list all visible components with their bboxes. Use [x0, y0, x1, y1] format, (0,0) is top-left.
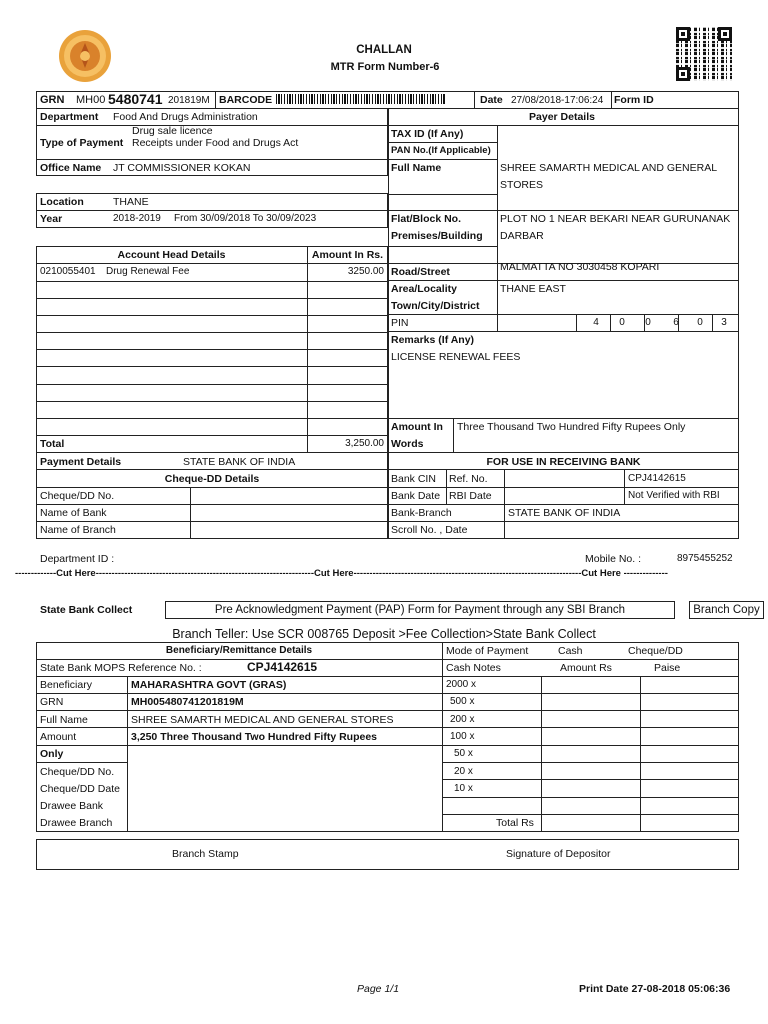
drawee-branch-label: Drawee Branch: [40, 817, 113, 829]
remarks-label: Remarks (If Any): [391, 334, 475, 346]
year-label: Year: [40, 213, 63, 225]
office-name-label: Office Name: [40, 162, 102, 174]
barcode: [276, 94, 446, 104]
amount-words: Three Thousand Two Hundred Fifty Rupees Only: [457, 421, 686, 433]
branch-teller-instructions: Branch Teller: Use SCR 008765 Deposit >Fee Collection>State Bank Collect: [172, 627, 596, 641]
pap-grn-value: MH005480741201819M: [131, 696, 244, 708]
remarks-value: LICENSE RENEWAL FEES: [391, 351, 521, 363]
beneficiary-value: MAHARASHTRA GOVT (GRAS): [131, 679, 287, 691]
date-value: 27/08/2018-17:06:24: [511, 95, 604, 106]
total-rs-label: Total Rs: [496, 817, 534, 829]
mops-label: State Bank MOPS Reference No. :: [40, 662, 202, 674]
full-name-line1: SHREE SAMARTH MEDICAL AND GENERAL: [500, 162, 718, 174]
full-name-label: Full Name: [391, 162, 442, 174]
denomination: 100 x: [450, 731, 475, 742]
beneficiary-header: Beneficiary/Remittance Details: [165, 645, 313, 656]
branch-name-label: Name of Branch: [40, 524, 116, 536]
branch-stamp-label: Branch Stamp: [172, 848, 239, 860]
only-label: Only: [40, 748, 64, 760]
cash-label: Cash: [558, 645, 583, 657]
account-code: 0210055401: [40, 266, 96, 277]
mobile-label: Mobile No. :: [585, 553, 642, 565]
grn-suffix: 201819M: [168, 95, 210, 106]
signature-label: Signature of Depositor: [506, 848, 611, 860]
pap-full-name-value: SHREE SAMARTH MEDICAL AND GENERAL STORES: [131, 714, 394, 726]
account-desc: Drug Renewal Fee: [106, 266, 190, 277]
pin-digit: 0: [619, 317, 625, 328]
payer-details-header: Payer Details: [529, 111, 595, 123]
stamp-signature-box: [36, 839, 739, 870]
year-value: 2018-2019: [113, 213, 161, 224]
cheque-dd-header: Cheque-DD Details: [164, 473, 260, 485]
paise-label: Paise: [654, 662, 681, 674]
pap-full-name-label: Full Name: [40, 714, 88, 726]
cut-here-line: -------------Cut Here---------------------------------------------------------------------Cut Here------------------------------------------------------------------------Cut Here --------------: [15, 568, 668, 579]
account-head-header: Account Head Details: [117, 249, 226, 261]
year-range: From 30/09/2018 To 30/09/2023: [174, 213, 317, 224]
pin-label: PIN: [391, 317, 409, 329]
denomination: 200 x: [450, 714, 475, 725]
mops-value: CPJ4142615: [247, 660, 318, 674]
pin-digit: 0: [645, 317, 651, 328]
type-of-payment-value-2: Receipts under Food and Drugs Act: [132, 137, 299, 149]
town-label: Town/City/District: [391, 300, 480, 312]
bank-name-label: Name of Bank: [40, 507, 107, 519]
cheque-no-label: Cheque/DD No.: [40, 490, 115, 502]
beneficiary-label: Beneficiary: [40, 679, 92, 691]
payment-bank: STATE BANK OF INDIA: [183, 456, 296, 468]
cheque-dd-label: Cheque/DD: [628, 645, 683, 657]
page-number: Page 1/1: [357, 983, 400, 995]
denomination: 20 x: [454, 766, 473, 777]
payment-details-label: Payment Details: [40, 456, 122, 468]
amount-rs-label: Amount Rs: [560, 662, 612, 674]
form-number: MTR Form Number-6: [330, 61, 440, 73]
pap-grn-label: GRN: [40, 696, 64, 708]
words-label: Words: [391, 438, 424, 450]
amount-in-label: Amount In: [391, 421, 443, 433]
denomination: 2000 x: [446, 679, 477, 690]
department-id-label: Department ID :: [40, 553, 115, 565]
denomination: 50 x: [454, 748, 473, 759]
rbi-date-label: RBI Date: [449, 490, 492, 502]
mobile-value: 8975455252: [677, 553, 733, 564]
pap-title: Pre Acknowledgment Payment (PAP) Form for Payment through any SBI Branch: [214, 604, 626, 616]
department-label: Department: [40, 111, 99, 123]
rbi-date-value: Not Verified with RBI: [628, 490, 720, 501]
full-name-line2: STORES: [500, 179, 543, 191]
ref-no-value: CPJ4142615: [628, 473, 686, 484]
total-label: Total: [40, 438, 65, 450]
branch-copy-label: Branch Copy: [693, 604, 760, 616]
denomination: 500 x: [450, 696, 475, 707]
pin-digit: 6: [673, 317, 679, 328]
grn-number: 5480741: [108, 91, 163, 107]
date-label: Date: [480, 94, 503, 106]
flat-line2: DARBAR: [500, 230, 544, 242]
cash-notes-label: Cash Notes: [446, 662, 501, 674]
state-bank-collect-label: State Bank Collect: [40, 604, 133, 616]
grn-label: GRN: [40, 94, 65, 106]
pap-cheque-no-label: Cheque/DD No.: [40, 766, 115, 778]
department-value: Food And Drugs Administration: [113, 111, 258, 123]
drawee-bank-label: Drawee Bank: [40, 800, 104, 812]
receiving-bank-header: FOR USE IN RECEIVING BANK: [486, 456, 641, 468]
account-amount: 3250.00: [347, 266, 384, 277]
pap-cheque-date-label: Cheque/DD Date: [40, 783, 120, 795]
pin-digit: 3: [721, 317, 727, 328]
barcode-label: BARCODE: [219, 94, 273, 106]
bank-branch-label: Bank-Branch: [391, 507, 452, 519]
office-name-value: JT COMMISSIONER KOKAN: [113, 162, 251, 174]
mode-of-payment-label: Mode of Payment: [446, 645, 529, 657]
qr-code: [676, 27, 732, 81]
location-value: THANE: [113, 196, 149, 208]
pin-digit: 4: [593, 317, 599, 328]
location-label: Location: [40, 196, 84, 208]
challan-title: CHALLAN: [356, 44, 412, 56]
print-date: Print Date 27-08-2018 05:06:36: [579, 983, 731, 995]
bank-cin-label: Bank CIN: [391, 473, 436, 485]
ref-no-label: Ref. No.: [449, 473, 488, 485]
road-value: MALMATTA NO 3030458 KOPARI: [500, 261, 660, 273]
type-of-payment-label: Type of Payment: [40, 137, 124, 149]
pap-amount-label: Amount: [40, 731, 77, 743]
tax-id-label: TAX ID (If Any): [391, 128, 464, 140]
area-value: THANE EAST: [500, 283, 566, 295]
denomination: 10 x: [454, 783, 473, 794]
pap-amount-value: 3,250 Three Thousand Two Hundred Fifty Rupees: [131, 731, 378, 743]
pin-digit: 0: [697, 317, 703, 328]
total-value: 3,250.00: [345, 438, 384, 449]
road-label: Road/Street: [391, 266, 450, 278]
grn-prefix: MH00: [76, 94, 106, 106]
flat-line1: PLOT NO 1 NEAR BEKARI NEAR GURUNANAK: [500, 213, 731, 225]
bank-date-label: Bank Date: [391, 490, 441, 502]
bank-branch-value: STATE BANK OF INDIA: [508, 507, 621, 519]
amount-header: Amount In Rs.: [311, 249, 384, 261]
area-label: Area/Locality: [391, 283, 457, 295]
scroll-no-label: Scroll No. , Date: [391, 524, 468, 536]
form-id-label: Form ID: [614, 94, 654, 106]
flat-block-label: Flat/Block No.: [391, 213, 462, 225]
pan-label: PAN No.(If Applicable): [391, 145, 491, 156]
type-of-payment-value-1: Drug sale licence: [132, 125, 213, 137]
maharashtra-emblem-logo: [57, 28, 113, 84]
premises-label: Premises/Building: [391, 230, 483, 242]
